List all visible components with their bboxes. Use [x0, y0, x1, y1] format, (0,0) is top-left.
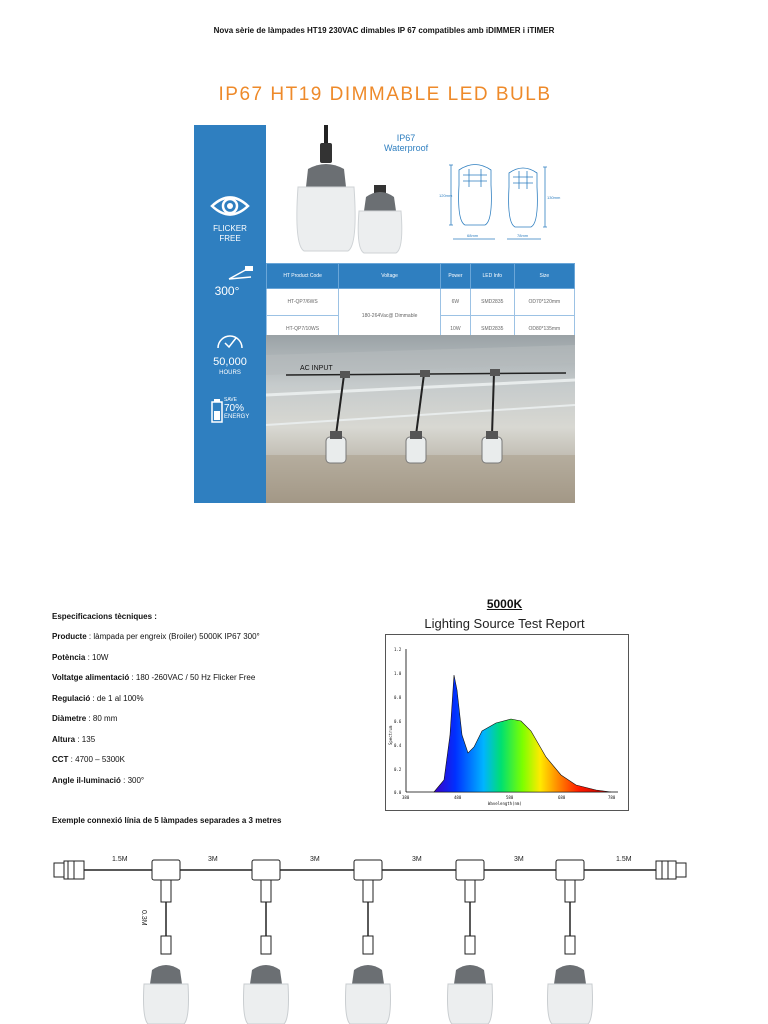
- y-tick-label: 1.2: [394, 647, 402, 652]
- spectrum-svg: [386, 635, 628, 810]
- segment-label: 3M: [514, 856, 524, 863]
- x-tick-label: 480: [454, 795, 462, 800]
- table-cell: SMD2835: [470, 316, 514, 343]
- spec-table: [266, 263, 575, 343]
- table-header-cell: Size: [514, 264, 574, 289]
- spec-item: Diàmetre : 80 mm: [52, 714, 118, 723]
- y-tick-label: 0.6: [394, 719, 402, 724]
- spectrum-heading: 5000K: [486, 597, 523, 611]
- spec-item: Potència : 10W: [52, 653, 109, 662]
- y-tick-label: 0.8: [394, 695, 402, 700]
- bulb-photo-icon: [266, 125, 429, 263]
- specs-heading: Especificacions tècniques :: [52, 612, 157, 621]
- lamp-unit: [548, 860, 593, 1024]
- feature-angle: 300°: [194, 265, 266, 298]
- table-header-cell: Voltage: [339, 264, 441, 289]
- spectrum-chart: [385, 634, 629, 811]
- table-header-cell: HT Product Code: [267, 264, 339, 289]
- end-connector-right: [656, 861, 686, 879]
- table-cell: 6W: [440, 289, 470, 316]
- y-tick-label: 0.2: [394, 767, 402, 772]
- document-title: Nova sèrie de làmpades HT19 230VAC dimables IP 67 compatibles amb iDIMMER i iTIMER: [213, 26, 555, 35]
- table-cell: HT-QP7/6WS: [267, 289, 339, 316]
- spec-item: Producte : làmpada per engreix (Broiler) 5000K IP67 300°: [52, 632, 260, 641]
- feature-panel: FLICKER FREE 300° 50,000 HOURS SAVE 70% ENERGY: [194, 125, 266, 503]
- spec-item: CCT : 4700 – 5300K: [52, 755, 125, 764]
- table-cell: OD80*135mm: [514, 316, 574, 343]
- table-header-cell: Power: [440, 264, 470, 289]
- table-header-cell: LED Info: [470, 264, 514, 289]
- x-tick-label: 380: [402, 795, 410, 800]
- lamp-unit: [244, 860, 289, 1024]
- y-axis-label: Spectrum: [388, 725, 393, 745]
- x-tick-label: 680: [558, 795, 566, 800]
- eye-icon: [210, 193, 250, 219]
- spec-table-header: [267, 264, 575, 289]
- lamp-unit: [346, 860, 391, 1024]
- spec-item: Voltatge alimentació : 180 -260VAC / 50 Hz Flicker Free: [52, 673, 256, 682]
- product-banner: [194, 125, 575, 503]
- spec-item: Angle il-luminació : 300°: [52, 776, 145, 785]
- svg-text:78mm: 78mm: [517, 233, 529, 238]
- y-tick-label: 0.0: [394, 790, 402, 795]
- battery-icon: [211, 399, 223, 423]
- segment-label: 3M: [310, 856, 320, 863]
- table-cell: 180-264Vac@ Dimmable: [339, 289, 441, 343]
- drop-label: 0.3M: [140, 910, 147, 926]
- x-tick-label: 780: [608, 795, 616, 800]
- connection-title: Exemple connexió línia de 5 làmpades separades a 3 metres: [52, 816, 282, 825]
- installation-photo: [266, 335, 575, 503]
- angle-icon: [225, 265, 255, 281]
- connection-diagram: [50, 848, 694, 1024]
- table-cell: HT-QP7/10WS: [267, 316, 339, 343]
- banner-title: IP67 HT19 DIMMABLE LED BULB: [218, 84, 552, 105]
- segment-label: 3M: [208, 856, 218, 863]
- clock-icon: [215, 330, 245, 352]
- spectrum-curve: [434, 675, 611, 792]
- installation-illustration: [266, 335, 575, 503]
- table-cell: OD70*120mm: [514, 289, 574, 316]
- lamp-unit: [448, 860, 493, 1024]
- table-cell: SMD2835: [470, 289, 514, 316]
- segment-label: 1.5M: [112, 856, 128, 863]
- spec-item: Altura : 135: [52, 735, 96, 744]
- lamp-unit: [144, 860, 189, 1024]
- product-photo: IP67 Waterproof: [266, 125, 429, 263]
- svg-text:AC INPUT: AC INPUT: [300, 365, 333, 372]
- x-axis-label: Wavelength(nm): [488, 801, 522, 806]
- y-tick-label: 0.4: [394, 743, 402, 748]
- feature-hours: 50,000 HOURS: [194, 330, 266, 378]
- spectrum-subtitle: Lighting Source Test Report: [424, 616, 585, 631]
- table-row: [267, 289, 575, 316]
- end-connector-left: [54, 861, 84, 879]
- svg-text:68mm: 68mm: [467, 233, 479, 238]
- segment-label: 1.5M: [616, 856, 632, 863]
- y-tick-label: 1.0: [394, 671, 402, 676]
- x-tick-label: 580: [506, 795, 514, 800]
- svg-text:130mm: 130mm: [547, 195, 561, 200]
- table-cell: 10W: [440, 316, 470, 343]
- spec-item: Regulació : de 1 al 100%: [52, 694, 144, 703]
- segment-label: 3M: [412, 856, 422, 863]
- svg-text:120mm: 120mm: [439, 193, 453, 198]
- bulb-dimension-icon: [429, 125, 575, 263]
- feature-flicker-free: FLICKER FREE: [194, 193, 266, 244]
- dimension-drawing: [429, 125, 575, 263]
